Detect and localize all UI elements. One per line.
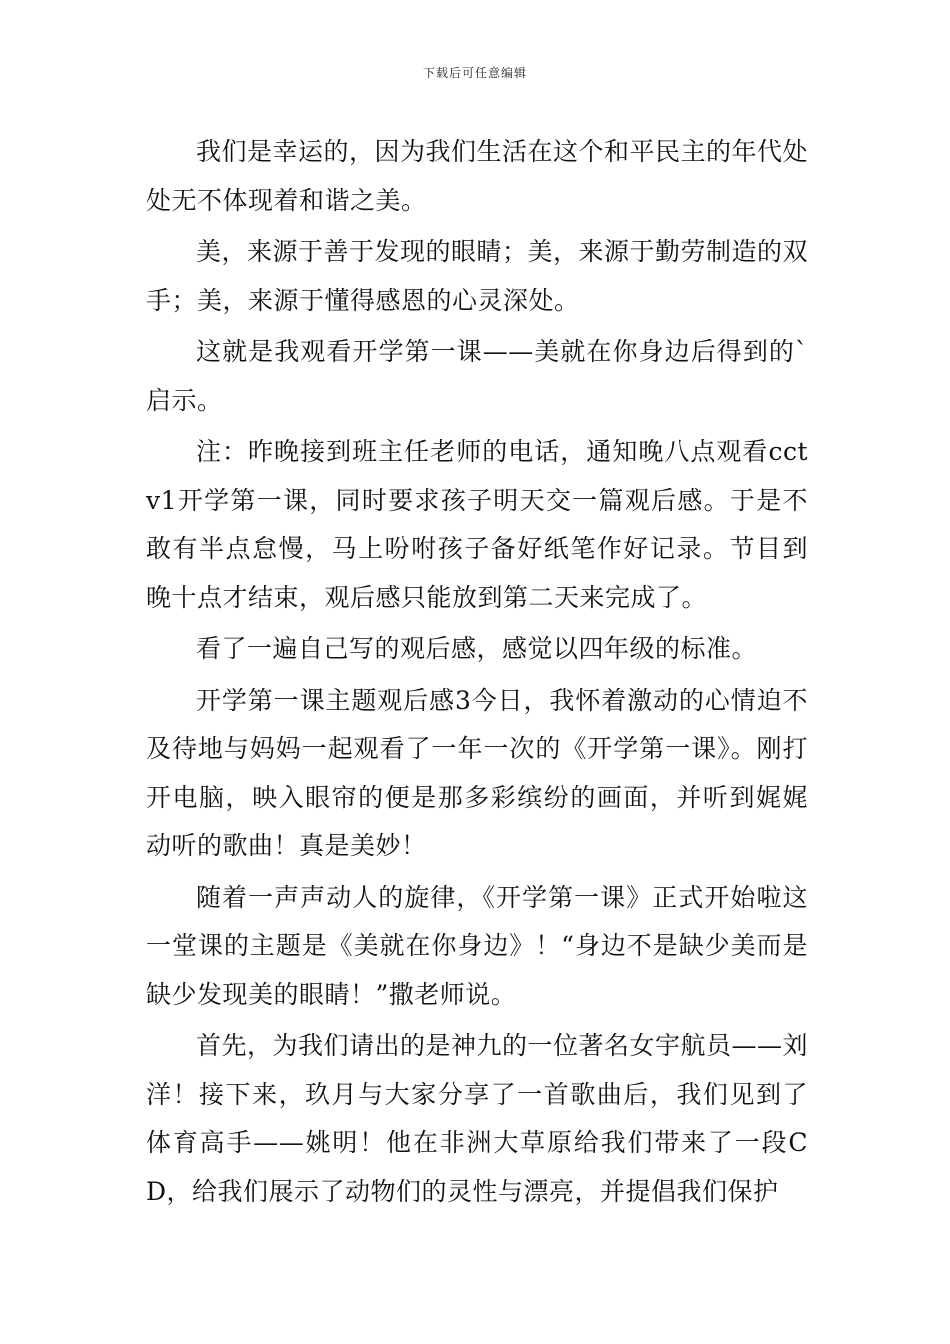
paragraph-3: 这就是我观看开学第一课——美就在你身边后得到的`启示。 [146,337,808,415]
paragraph-1: 我们是幸运的，因为我们生活在这个和平民主的年代处处无不体现着和谐之美。 [146,137,809,215]
paragraph-4: 注：昨晚接到班主任老师的电话，通知晚八点观看cctv1开学第一课，同时要求孩子明天交一篇观后感。于是不敢有半点怠慢，马上吩咐孩子备好纸笔作好记录。节目到晚十点才结束，观后感只能放到第二天来完成了。 [146,437,808,612]
paragraph-5: 看了一遍自己写的观后感，感觉以四年级的标准。 [196,634,758,663]
paragraph-6: 开学第一课主题观后感3今日，我怀着激动的心情迫不及待地与妈妈一起观看了一年一次的《开学第一课》。刚打开电脑，映入眼帘的便是那多彩缤纷的画面，并听到娓娓动听的歌曲！真是美妙！ [146,685,808,860]
document-body [146,128,808,1219]
paragraph-2: 美，来源于善于发现的眼睛；美，来源于勤劳制造的双手；美，来源于懂得感恩的心灵深处。 [146,237,809,315]
paragraph-8: 首先，为我们请出的是神九的一位著名女宇航员——刘洋！接下来，玖月与大家分享了一首歌曲后，我们见到了体育高手——姚明！他在非洲大草原给我们带来了一段CD，给我们展示了动物们的灵性与漂亮，并提倡我们保护 [146,1031,809,1206]
paragraph-7: 随着一声声动人的旋律，《开学第一课》正式开始啦这一堂课的主题是《美就在你身边》！“身边不是缺少美而是缺少发现美的眼睛！”撒老师说。 [146,882,808,1009]
page-header: 下载后可任意编辑 [422,66,527,80]
